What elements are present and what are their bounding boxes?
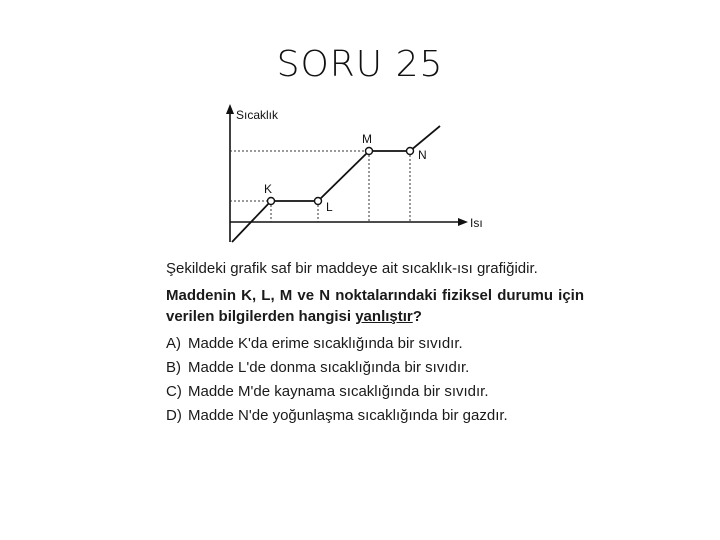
point-n-label: N: [418, 148, 427, 162]
point-m-label: M: [362, 132, 372, 146]
heating-curve-graph: [222, 100, 502, 250]
point-l-label: L: [326, 200, 333, 214]
option-b[interactable]: [166, 357, 584, 378]
point-l-marker: [315, 198, 322, 205]
question-intro: Şekildeki grafik saf bir maddeye ait sıcaklık-ısı grafiğidir.: [166, 260, 538, 277]
point-k-marker: [268, 198, 275, 205]
option-c-text: Madde M'de kaynama sıcaklığında bir sıvıdır.: [188, 383, 489, 400]
option-b-text: Madde L'de donma sıcaklığında bir sıvıdır.: [188, 359, 470, 376]
option-a[interactable]: [166, 333, 584, 354]
x-axis-arrow: [458, 218, 468, 226]
point-m-marker: [366, 148, 373, 155]
answer-options: [166, 333, 584, 426]
option-a-key: A): [166, 335, 181, 352]
point-n-marker: [407, 148, 414, 155]
question-prompt-end: ?: [412, 308, 422, 325]
graph-svg: [222, 100, 502, 250]
option-a-text: Madde K'da erime sıcaklığında bir sıvıdır.: [188, 335, 463, 352]
slide-title: SORU 25: [276, 44, 444, 85]
y-axis-label: Sıcaklık: [236, 108, 279, 122]
question-block: [166, 258, 584, 429]
question-prompt: [166, 285, 584, 327]
option-d-text: Madde N'de yoğunlaşma sıcaklığında bir gazdır.: [188, 407, 508, 424]
question-prompt-main: Maddenin K, L, M ve N noktalarındaki fiziksel durumu için verilen bilgilerden hangisi: [166, 287, 584, 325]
question-prompt-emphasis: yanlıştır: [355, 308, 413, 325]
point-k-label: K: [264, 182, 273, 196]
option-b-key: B): [166, 359, 181, 376]
option-c[interactable]: [166, 381, 584, 402]
y-axis-arrow: [226, 104, 234, 114]
option-d-key: D): [166, 407, 182, 424]
x-axis-label: Isı: [470, 216, 483, 230]
option-c-key: C): [166, 383, 182, 400]
option-d[interactable]: [166, 405, 584, 426]
